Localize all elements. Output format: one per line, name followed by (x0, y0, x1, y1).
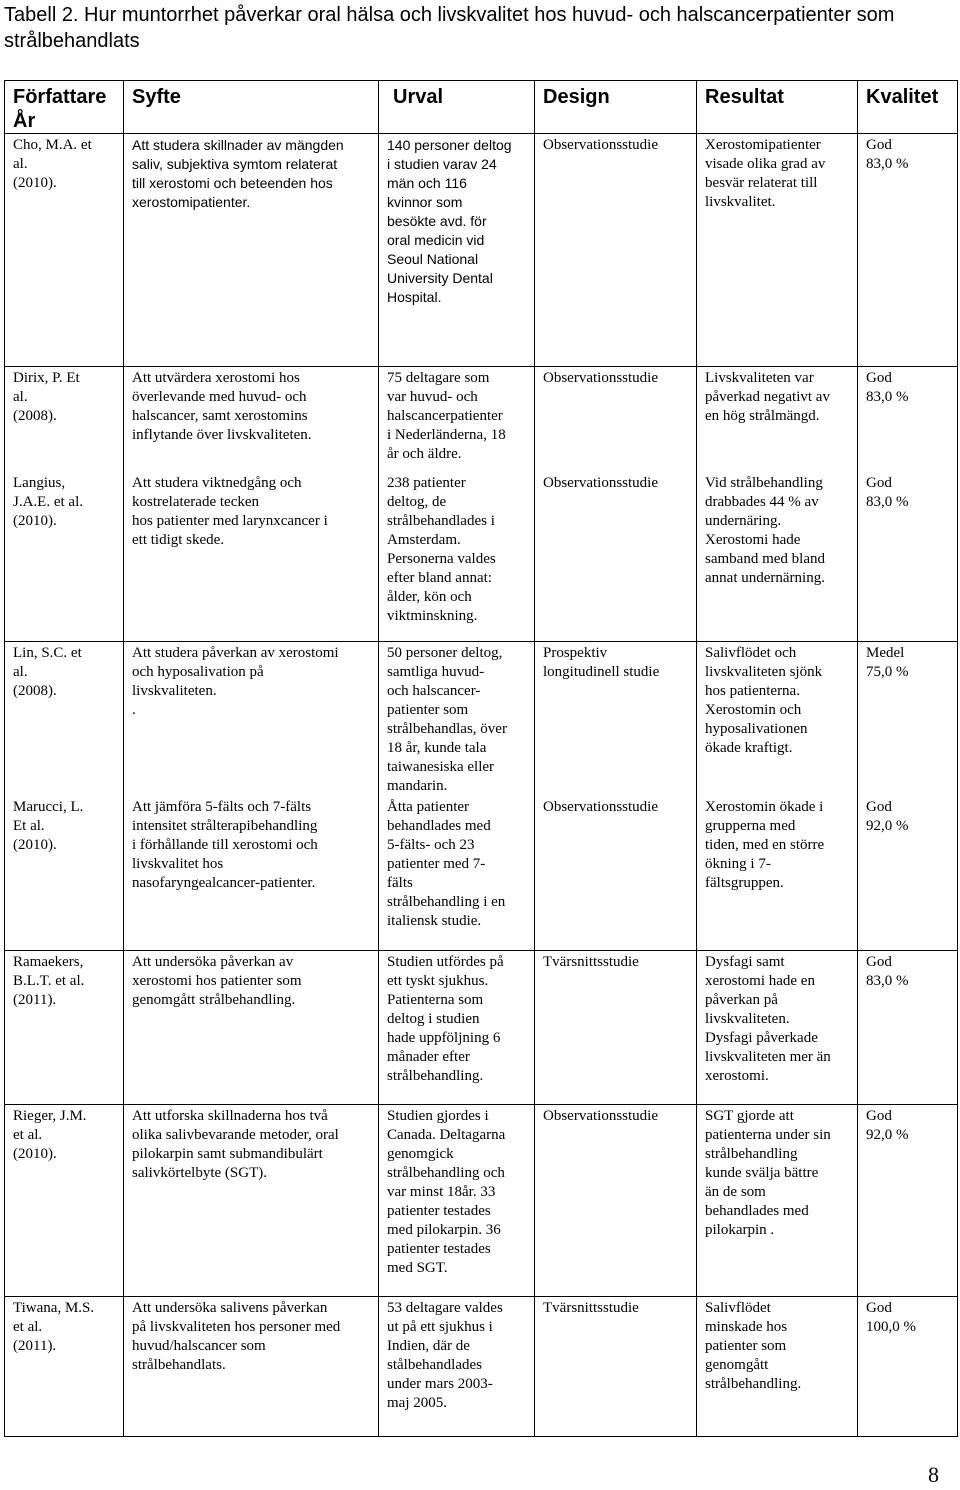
table-row (5, 472, 958, 642)
header-result: Resultat (697, 81, 858, 134)
page-number: 8 (928, 1462, 939, 1487)
cell-quality: Medel 75,0 % (858, 642, 958, 797)
cell-design: Prospektiv longitudinell studie (535, 642, 697, 797)
cell-result: Salivflödet och livskvaliteten sjönk hos patienterna. Xerostomin och hyposalivationen ökade kraftigt. (697, 642, 858, 797)
cell-design: Observationsstudie (535, 134, 697, 367)
cell-result: SGT gjorde att patienterna under sin strålbehandling kunde svälja bättre än de som behandlades med pilokarpin . (697, 1104, 858, 1296)
table-title: Tabell 2. Hur muntorrhet påverkar oral hälsa och livskvalitet hos huvud- och halscancerpatienter som strålbehandlats (4, 4, 895, 52)
cell-sample: Studien gjordes i Canada. Deltagarna genomgick strålbehandling och var minst 18år. 33 patienter testades med pilokarpin. 36 patienter testades med SGT. (379, 1104, 535, 1296)
cell-author: Lin, S.C. et al. (2008). (5, 642, 124, 797)
cell-sample: 140 personer deltog i studien varav 24 män och 116 kvinnor som besökte avd. för oral medicin vid Seoul National University Dental Hospital. (379, 134, 535, 367)
cell-design: Tvärsnittsstudie (535, 1296, 697, 1436)
table-row (5, 1296, 958, 1436)
cell-sample: 50 personer deltog, samtliga huvud- och halscancer- patienter som strålbehandlas, över 18 år, kunde tala taiwanesiska eller mandarin. (379, 642, 535, 797)
study-table (4, 80, 958, 1437)
cell-result: Salivflödet minskade hos patienter som genomgått strålbehandling. (697, 1296, 858, 1436)
cell-author: Cho, M.A. et al. (2010). (5, 134, 124, 367)
cell-design: Observationsstudie (535, 796, 697, 950)
header-quality: Kvalitet (858, 81, 958, 134)
cell-design: Observationsstudie (535, 472, 697, 642)
cell-result: Vid strålbehandling drabbades 44 % av undernäring. Xerostomi hade samband med bland annat undernärning. (697, 472, 858, 642)
header-sample: Urval (379, 81, 535, 134)
cell-design: Tvärsnittsstudie (535, 950, 697, 1104)
cell-author: Marucci, L. Et al. (2010). (5, 796, 124, 950)
cell-sample: 53 deltagare valdes ut på ett sjukhus i Indien, där de stålbehandlades under mars 2003- maj 2005. (379, 1296, 535, 1436)
header-row (5, 81, 958, 134)
cell-author: Dirix, P. Et al. (2008). (5, 367, 124, 472)
cell-result: Livskvaliteten var påverkad negativt av en hög strålmängd. (697, 367, 858, 472)
cell-purpose: Att studera påverkan av xerostomi och hyposalivation på livskvaliteten. . (124, 642, 379, 797)
table-row (5, 134, 958, 367)
cell-quality: God 83,0 % (858, 367, 958, 472)
header-author: Författare År (5, 81, 124, 134)
cell-quality: God 83,0 % (858, 134, 958, 367)
header-design: Design (535, 81, 697, 134)
cell-sample: 75 deltagare som var huvud- och halscancerpatienter i Nederländerna, 18 år och äldre. (379, 367, 535, 472)
table-row (5, 367, 958, 472)
cell-quality: God 83,0 % (858, 950, 958, 1104)
cell-purpose: Att undersöka salivens påverkan på livskvaliteten hos personer med huvud/halscancer som strålbehandlats. (124, 1296, 379, 1436)
cell-result: Dysfagi samt xerostomi hade en påverkan på livskvaliteten. Dysfagi påverkade livskvaliteten mer än xerostomi. (697, 950, 858, 1104)
cell-result: Xerostomipatienter visade olika grad av besvär relaterat till livskvalitet. (697, 134, 858, 367)
cell-purpose: Att undersöka påverkan av xerostomi hos patienter som genomgått strålbehandling. (124, 950, 379, 1104)
cell-sample: 238 patienter deltog, de strålbehandlades i Amsterdam. Personerna valdes efter bland annat: ålder, kön och viktminskning. (379, 472, 535, 642)
cell-author: Langius, J.A.E. et al. (2010). (5, 472, 124, 642)
cell-quality: God 83,0 % (858, 472, 958, 642)
cell-quality: God 100,0 % (858, 1296, 958, 1436)
cell-design: Observationsstudie (535, 367, 697, 472)
cell-author: Tiwana, M.S. et al. (2011). (5, 1296, 124, 1436)
table-row (5, 1104, 958, 1296)
cell-purpose: Att studera skillnader av mängden saliv, subjektiva symtom relaterat till xerostomi och beteenden hos xerostomipatienter. (124, 134, 379, 367)
table-row (5, 642, 958, 797)
cell-purpose: Att studera viktnedgång och kostrelaterade tecken hos patienter med larynxcancer i ett tidigt skede. (124, 472, 379, 642)
cell-design: Observationsstudie (535, 1104, 697, 1296)
cell-purpose: Att utvärdera xerostomi hos överlevande med huvud- och halscancer, samt xerostomins inflytande över livskvaliteten. (124, 367, 379, 472)
table-row (5, 796, 958, 950)
cell-quality: God 92,0 % (858, 1104, 958, 1296)
cell-purpose: Att jämföra 5-fälts och 7-fälts intensitet strålterapibehandling i förhållande till xerostomi och livskvalitet hos nasofaryngealcancer-patienter. (124, 796, 379, 950)
table-row (5, 950, 958, 1104)
header-purpose: Syfte (124, 81, 379, 134)
cell-sample: Studien utfördes på ett tyskt sjukhus. Patienterna som deltog i studien hade uppföljning 6 månader efter strålbehandling. (379, 950, 535, 1104)
cell-sample: Åtta patienter behandlades med 5-fälts- och 23 patienter med 7- fälts strålbehandling i en italiensk studie. (379, 796, 535, 950)
cell-quality: God 92,0 % (858, 796, 958, 950)
cell-author: Ramaekers, B.L.T. et al. (2011). (5, 950, 124, 1104)
cell-result: Xerostomin ökade i grupperna med tiden, med en större ökning i 7- fältsgruppen. (697, 796, 858, 950)
cell-author: Rieger, J.M. et al. (2010). (5, 1104, 124, 1296)
cell-purpose: Att utforska skillnaderna hos två olika salivbevarande metoder, oral pilokarpin samt submandibulärt salivkörtelbyte (SGT). (124, 1104, 379, 1296)
